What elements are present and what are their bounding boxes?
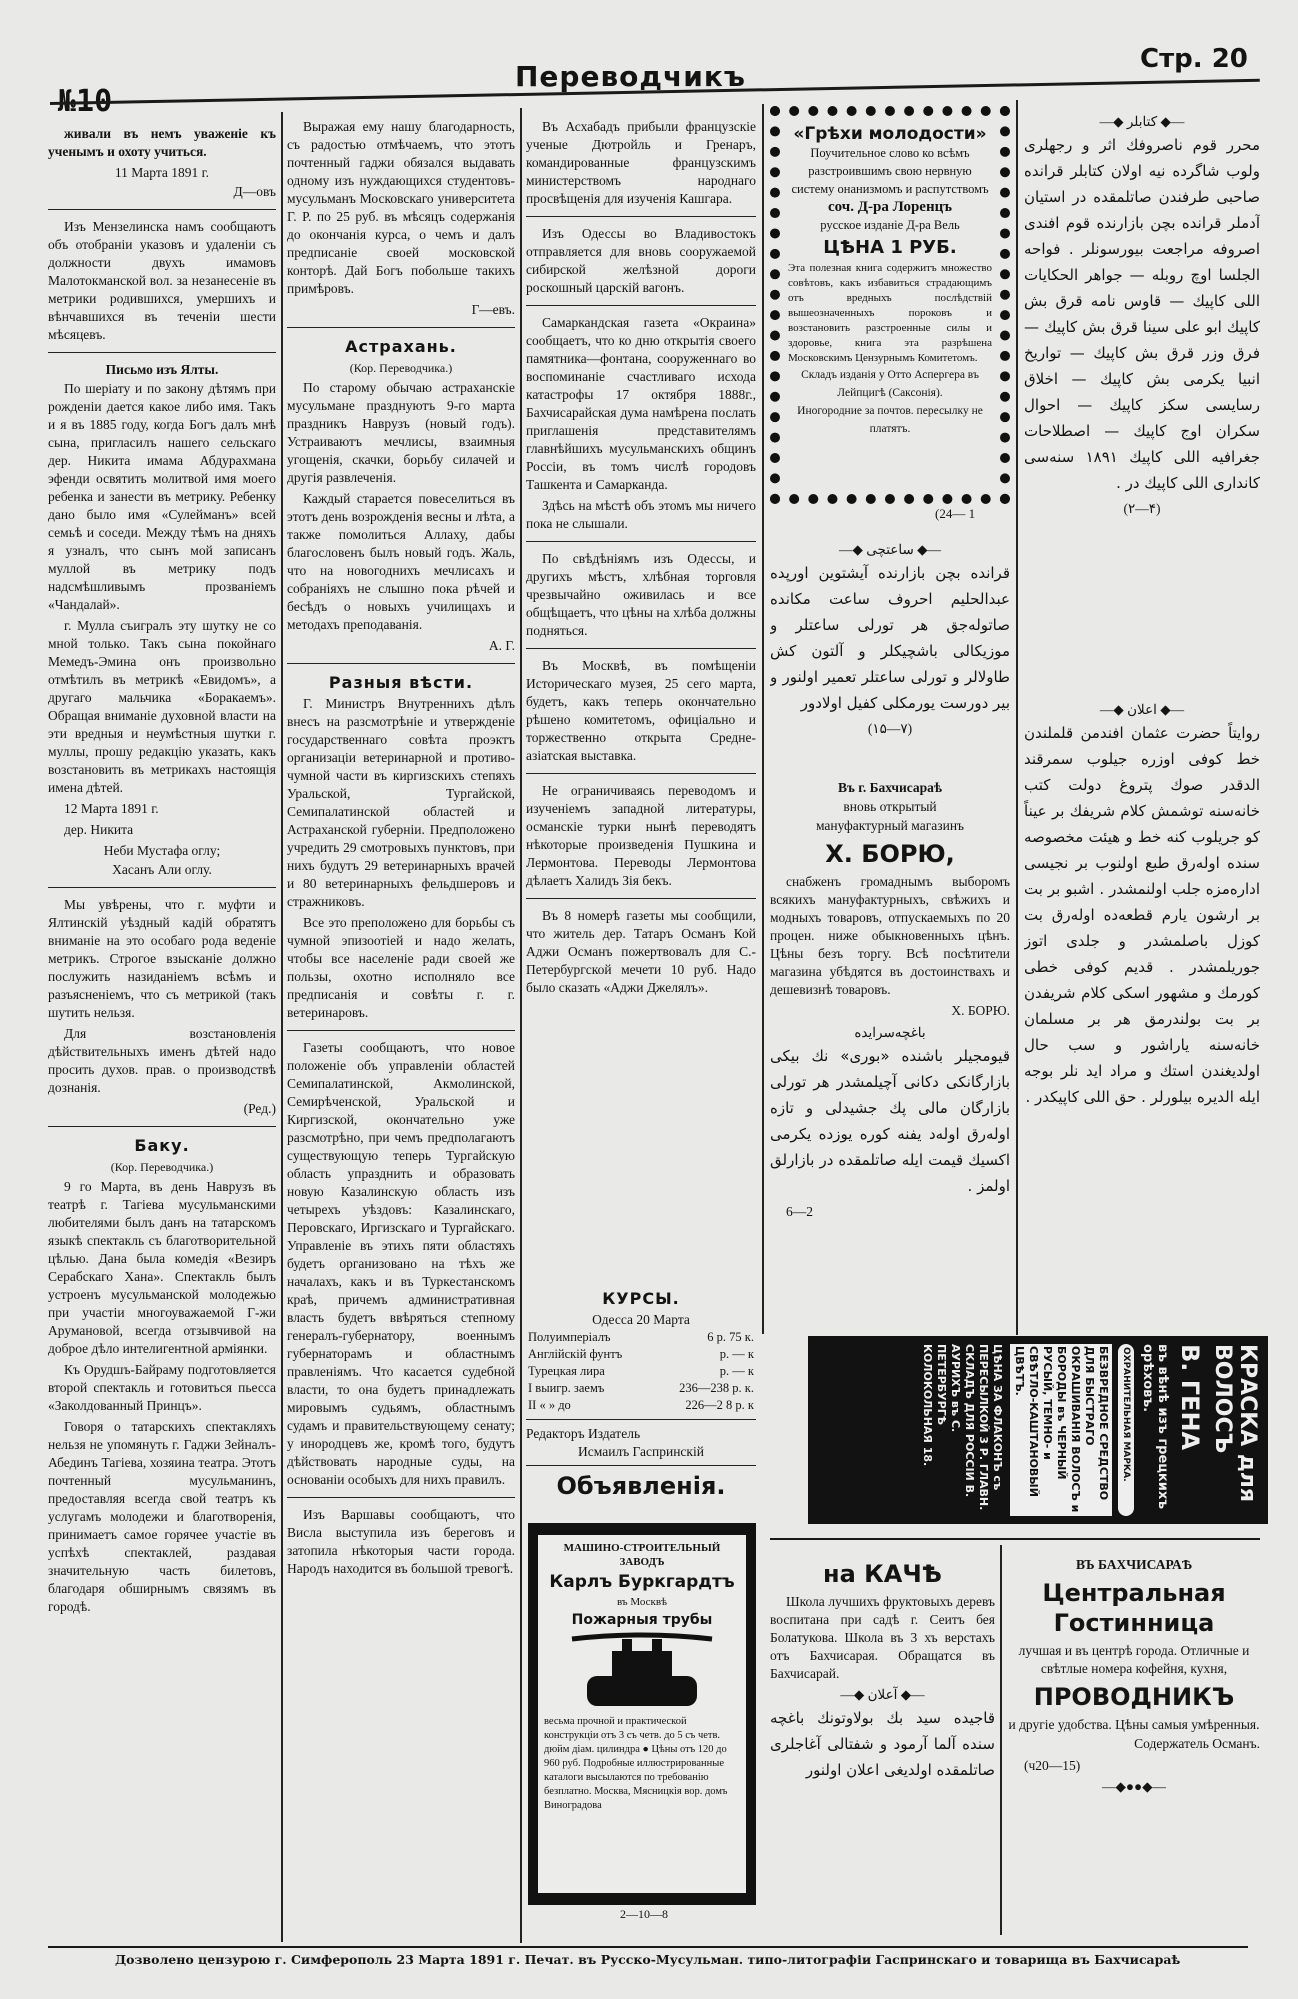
centered-line: باغچه‌سرایده: [854, 1025, 926, 1040]
paragraph: 6—2: [786, 1204, 813, 1219]
divider: [48, 209, 276, 210]
ad-separator: [770, 1538, 1260, 1540]
dye-ad-title-text: КРАСКА для ВОЛОСЪ: [1210, 1344, 1260, 1502]
divider: [287, 1497, 515, 1498]
book-ad-edition: русское изданіе Д-ра Вель: [820, 218, 960, 232]
divider: [48, 352, 276, 353]
divider: [526, 1419, 756, 1420]
display-heading: Центральная Гостинница: [1042, 1579, 1226, 1637]
exchange-rates: [526, 1286, 756, 1520]
column-divider: [281, 112, 283, 1942]
display-heading: ПРОВОДНИКЪ: [1033, 1683, 1235, 1711]
rate-name: Полуимперіалъ: [528, 1330, 611, 1344]
centered-line: Въ г. Бахчисараѣ: [837, 780, 943, 795]
book-ad-body: Эта полезная книга содержитъ множество совѣтовъ, какъ избавиться страдающимъ отъ вредныхъ послѣдствій вышеозначенныхъ пороковъ и возстановить разстроенные силы и здоровье, книга эта разрѣшена Московскимъ Цензурнымъ Комитетомъ.: [788, 262, 992, 364]
display-heading: Объявленія.: [556, 1472, 726, 1500]
centered-line: (۱۵—۷): [867, 721, 913, 736]
rates-row: [526, 1329, 756, 1346]
rates-row: [526, 1397, 756, 1414]
paragraph: Къ Орудшъ-Байраму подготовляется второй спектакль и готовиться пьесса «Заколдованный Принцъ».: [48, 1362, 276, 1413]
page-number: Стр. 20: [1140, 44, 1248, 74]
ottoman-text: محرر قوم ناصروفك اثر و رجهلری ولوب شاگرده نیه اولان کتابلر قرانده صاحبی طرفندن صاتلمقده در استیان آدملر قرانده بچن بازارنده قوم افندی اصروفه مراجعت بیورسونلر . فواحه الجلسا اوچ روبله — جواهر الحکایات اللی کاپیك — قاوس نامه قرق بش کاپیك ابو علی سینا قرق بش کاپیك — فرق وزر قرق بش کاپیك — تواریخ انبیا یکرمی بش کاپیك — اخلاق رسایسی سکز کاپیك — احوال سکران اوج کاپیك — اصطلاحات جغرافیه اللی کاپیك ۱۸۹۱ سنه‌سی کانداری اللی کاپیك در .: [1024, 136, 1260, 492]
paragraph: Самаркандская газета «Окраина» сообщаетъ, что ко дню открытія своего памятника—фонтана, сооруженнаго во воспоминаніе счастливаго исхода катастрофы 17 октября 1888г., Бахчисарайская дума намѣрена послать приглашенія представителямъ главнѣйшихъ мусульманскихъ общинъ Россіи, въ томъ числѣ городовъ Ташкента и Самарканда.: [526, 315, 756, 492]
rate-value: р. — к: [719, 1364, 754, 1378]
signature: Содержатель Османъ.: [1134, 1736, 1260, 1751]
column-1: [48, 125, 276, 1940]
paragraph: Въ Асхабадъ прибыли французскіе ученые Дютройль и Гренаръ, командированные французскимъ министерствомъ народнаго просвѣщенія для изученія Кашгара.: [526, 119, 756, 206]
watchmaker-ad: [770, 540, 1010, 770]
paragraph: 9 го Марта, въ день Наврузъ въ театрѣ г. Тагіева мусульманскими любителями былъ данъ на татарскомъ языкѣ спектакль съ благотворительной цѣлью. Дана была комедія «Везиръ Серабскаго Хана». Спектакль былъ устроенъ мусульманской молодежью при участіи многоуважаемой Г-жи Арумановой, всегда отзывчивой на доброе дѣло интелигентной арміянки.: [48, 1179, 276, 1356]
paragraph: Изъ Варшавы сообщаютъ, что Висла выступила изъ береговъ и затопила нѣкоторыя части города. Народъ находится въ большой тревогѣ.: [287, 1507, 515, 1576]
paragraph: живали въ немъ уваженіе къ ученымъ и охоту учиться.: [48, 126, 276, 159]
centered-line: —◆ کتابلر ◆—: [1099, 114, 1185, 129]
pump-ad-company: Карлъ Буркгардтъ: [549, 1572, 735, 1592]
boryu-store-ad: [770, 778, 1010, 1318]
paragraph: Говоря о татарскихъ спектакляхъ нельзя не упомянуть г. Гаджи Зейналъ-Абединъ Тагіева, хозяина театра. Этотъ почтенный мусульманинъ, предоставляя всегда свой театръ къ услугамъ молодежи и благотворенія, принимаетъ самое горячее участіе въ успѣхѣ спектаклей, раздавая значительную часть билетовъ, благодаря обширнымъ связямъ въ городѣ.: [48, 1419, 276, 1614]
rate-name: Турецкая лира: [528, 1364, 605, 1378]
paragraph: дер. Никита: [64, 822, 134, 837]
centered-line: мануфактурный магазинъ: [815, 818, 965, 833]
centered-line: вновь открытый: [843, 799, 937, 814]
column-2: [287, 118, 515, 1940]
centered-line: и другіе удобства. Цѣны самыя умѣренныя.: [1008, 1717, 1260, 1732]
rate-name: II « » до: [528, 1398, 571, 1412]
rates-table: [526, 1329, 756, 1414]
rates-row: [526, 1380, 756, 1397]
correspondent-note: (Кор. Переводчика.): [349, 361, 453, 375]
ottoman-text: قاجیده سید بك بولاوتونك باغچه سنده آلما آرمود و شفتالی آغاجلری صاتلمقده اولدیغی اعلان اولنور: [770, 1709, 995, 1779]
column-3: [526, 118, 756, 1283]
centered-line: Одесса 20 Марта: [592, 1312, 690, 1327]
centered-line: Письмо изъ Ялты.: [105, 362, 219, 377]
rate-name: I выигр. заемъ: [528, 1381, 605, 1395]
rate-value: 6 р. 75 к.: [707, 1330, 754, 1344]
divider: [48, 887, 276, 888]
column-divider: [520, 108, 522, 1943]
pump-ad-product: Пожарныя трубы: [571, 1612, 713, 1628]
centered-line: Исмаилъ Гаспринскій: [578, 1444, 704, 1459]
centered-line: —◆ ساعتچی ◆—: [838, 542, 942, 557]
paragraph: Г. Министръ Внутреннихъ дѣлъ внесъ на разсмотрѣніе и утвержденіе государственнаго совѣта проэктъ организаціи ветеринарной и противо-чумной части въ киргизскихъ степяхъ Уральской, Тургайской, Семипалатинской областей и Астраханской губерніи. Предположено учредить 29 смотровыхъ пунктовъ, при нихъ будутъ 29 ветеринарныхъ врачей и 80 ветеринарныхъ фельдшеровъ и стражниковъ.: [287, 696, 515, 909]
column-divider: [762, 104, 764, 1334]
centered-line: (۲—۴): [1123, 501, 1161, 516]
book-ad-store: Складъ изданія у Отто Аспергера въ Лейпцигѣ (Саксонія).: [801, 369, 979, 399]
dye-ad-mark: ОХРАНИТЕЛЬНАЯ МАРКА.: [1118, 1344, 1134, 1516]
rate-value: 226—2 8 р. к: [685, 1398, 754, 1412]
paragraph: По шеріату и по закону дѣтямъ при рожденіи дается какое либо имя. Такъ и я въ 1885 году, когда Богъ далъ мнѣ сына, пригласилъ нашего сельскаго дер. Никита имама Абдурахмана эфенди освятить молитвой имя моего ребенка и занести въ метрику. Ребенку дано было имя «Сулейманъ» всей семьѣ и соседи. Между тѣмъ на дняхъ я узналъ, что сынъ мой записанъ муллой въ метрику подъ надсмѣшливымъ прозваніемъ «Чандалай».: [48, 381, 276, 612]
divider: [287, 327, 515, 328]
ottoman-text: روایتاً حضرت عثمان افندمن قلملندن خط کوفی اوزره جیلوب سمرقند الدقدر صوك پتروغ دولت کتب خانه‌سنه توشمش کلام شریفك بر عیناً کو جریلوب کنه خط و هیئت مخصوصه سنده اولەرق طبع اولنوب بر نجیسی ادارەمزه جلب اولنمشدر . اشبو بر بت بر ارشون یارم قطعه‌ده اولەرق بت کوزل باصلمشدر و جلدی اتوز جوریلمشدر . قدیم کوفی خطی کورمك و مشهور اسکی کلام شریفدن بر بت بولندرمق هر بر مسلمان خانه‌سنه یاراشور و سب حال اولدیغندن استك و مراد اید نلر بوجه ایله الدیره بیلورلر . حق اللی کاپیکدر .: [1024, 724, 1260, 1106]
paragraph: Редакторъ Издатель: [526, 1426, 641, 1441]
section-heading: Баку.: [134, 1136, 190, 1155]
column-divider: [1000, 1545, 1002, 1935]
rates-row: [526, 1363, 756, 1380]
pump-ad-factory: МАШИНО-СТРОИТЕЛЬНЫЙ ЗАВОДЪ: [563, 1542, 721, 1568]
divider: [526, 773, 756, 774]
paragraph: Не ограничиваясь переводомъ и изученіемъ западной литературы, османскіе турки нынѣ переводятъ нѣкоторые произведенія Пушкина и Лермонтова. Переводы Лермонтова дѣлаетъ Халидъ Зія бекъ.: [526, 783, 756, 888]
dye-ad-title: [1210, 1344, 1260, 1516]
dye-ad-sub: въ вѣнѣ изъ грецкихъ орѣховъ.: [1140, 1344, 1170, 1509]
issue-number: №10: [58, 84, 113, 119]
kache-nursery-ad: [770, 1555, 995, 1935]
centered-line: —◆●●◆—: [1101, 1779, 1167, 1794]
paragraph: 12 Марта 1891 г.: [64, 801, 159, 816]
dye-ad-description: БЕЗВРЕДНОЕ СРЕДСТВО ДЛЯ БЫСТРАГО ОКРАШИВАНІЯ ВОЛОСЪ и БОРОДЫ въ ЧЕРНЫЙ РУСЫЙ, ТЕМНО- и СВѢТЛО-КАШТАНОВЫЙ ЦВѢТЪ.: [1010, 1344, 1112, 1516]
column-divider: [1016, 100, 1018, 1335]
signature: А. Г.: [488, 638, 515, 653]
book-ad-post: Иногородние за почтов. пересылку не платятъ.: [797, 405, 983, 435]
hotel-ad: [1008, 1555, 1260, 1935]
signature: Х. БОРЮ.: [951, 1003, 1010, 1018]
rates-row: [526, 1346, 756, 1363]
fire-pump-illustration: [567, 1631, 717, 1711]
signature: Г—евъ.: [471, 302, 515, 317]
dye-ad-maker: В. ГЕНА: [1176, 1344, 1204, 1451]
centered-line: лучшая и въ центрѣ города. Отличные и свѣтлые номера кофейня, кухня,: [1018, 1643, 1250, 1676]
section-heading: КУРСЫ.: [602, 1289, 680, 1308]
divider: [526, 305, 756, 306]
centered-line: ВЪ БАХЧИСАРАѢ: [1075, 1557, 1193, 1572]
divider: [526, 216, 756, 217]
signature: (Ред.): [243, 1101, 276, 1116]
display-heading: на КАЧѢ: [823, 1560, 942, 1588]
paragraph: Въ 8 номерѣ газеты мы сообщили, что житель дер. Татаръ Османъ Кой Аджи Османъ пожертвовалъ для С.-Петербургской мечети 10 руб. Надо было сказать «Аджи Джелялъ».: [526, 908, 756, 995]
centered-line: Неби Мустафа оглу;: [103, 843, 221, 858]
book-ad-author: соч. Д-ра Лоренцъ: [828, 199, 952, 215]
divider: [526, 1465, 756, 1466]
footer-imprint: Дозволено цензурою г. Симферополь 23 Марта 1891 г. Печат. въ Русско-Мусульман. типо-литографіи Гаспринскаго и товарища въ Бахчисараѣ: [115, 1952, 1181, 1967]
pump-ad-body: весьма прочной и практической конструкціи отъ 3 съ четв. до 5 съ четв. дюйм діам. цилиндра ● Цѣны отъ 120 до 960 руб. Подробные иллюстрированные каталоги высылаются по требованію безплатно. Москва, Мясницкія вор. домъ Виноградова: [544, 1716, 728, 1811]
display-heading: Х. БОРЮ,: [825, 840, 955, 868]
paragraph: Выражая ему нашу благодарность, съ радостью отмѣчаемъ, что этотъ почтенный гаджи обязался выдавать одному изъ нуждающихся студентовъ-мусульманъ Московскаго университета Г. Р. по 25 руб. въ мѣсяцъ содержанія до окончанія курса, о чемъ и далъ предписаніе своей московской конторѣ. Дай Богъ побольше такихъ примѣровъ.: [287, 119, 515, 296]
paragraph: Газеты сообщаютъ, что новое положеніе объ управленіи областей Семипалатинской, Акмолинской, Семирѣченской, Уральской и Киргизской, окончательно уже разсмотрѣно, при чемъ предполагаютъ существующую теперь Тургайскую область упразднить и образовать новую Казалинскую область изъ четырехъ уѣздовъ: Казалинскаго, Перовскаго, Иргизскаго и Тургайскаго. Управленіе въ этихъ пяти областяхъ будетъ организовано на тѣхъ же началахъ, какъ и въ Туркестанскомъ краѣ, причемъ административная власть будетъ ввѣряться степному генералъ-губернатору, военнымъ губернаторамъ и областнымъ правленіямъ. Что касается судебной власти, то она будетъ принадлежать мировымъ судьямъ, областнымъ судамъ и правительствующему сенату; у инородцевъ же, кромѣ того, будутъ дѣйствовать народные суды, на основаніи особыхъ для нихъ правилъ.: [287, 1040, 515, 1487]
paragraph: Въ Москвѣ, въ помѣщеніи Историческаго музея, 25 сего марта, будетъ, какъ теперь окончательно рѣшено комитетомъ, офиціально и торжественно открыта Средне-азіатская выставка.: [526, 658, 756, 763]
paragraph: Каждый старается повеселиться въ этотъ день возрожденія весны и лѣта, а также помолиться Аллаху, дабы благословенъ былъ новый годъ. Жаль, что на новогоднихъ мечлисахъ и собраніяхъ не слышно пока рѣчей и бесѣдъ о новыхъ училищахъ и методахъ преподаванія.: [287, 491, 515, 632]
paragraph: снабженъ громаднымъ выборомъ всякихъ мануфактурныхъ, свѣжихъ и модныхъ товаровъ, отпускаемыхъ по 20 процен. ниже обыкновенныхъ цѣнъ. Цѣны безъ торгу. Всѣ посѣтители магазина убѣдятся въ достоинствахъ и дешевизнѣ товаровъ.: [770, 874, 1010, 997]
paragraph: Мы увѣрены, что г. муфти и Ялтинскій уѣздный кадій обратятъ вниманіе на это особаго рода веденіе метрикъ. Строгое взысканіе должно послужить назиданіемъ всѣмъ и разъясненіемъ, что съ метрикой (такъ шутить нельзя.: [48, 897, 276, 1020]
column-5-books-ad: [1024, 112, 1260, 662]
correspondent-note: (Кор. Переводчика.): [110, 1160, 214, 1174]
paragraph: (ч20—15): [1024, 1758, 1081, 1773]
paragraph: Здѣсь на мѣстѣ объ этомъ мы ничего пока не слышали.: [526, 498, 756, 531]
column-5-announcement: [1024, 700, 1260, 1310]
centered-line: Хасанъ Али оглу.: [112, 862, 212, 877]
ottoman-text: قرانده بچن بازارنده آیشتوین اورپده عبدالحلیم احروف ساعت مکانده صاتولەجق هر تورلی ساعتلر و موزیکالی باشچیکلر و آلتون کش طاولالر و تورلی ساعتلر تعمیر اولنور و بیر دورست یورمکلی کفیل اولادور: [770, 564, 1010, 712]
ottoman-text: قیومجیلر باشنده «بوری» نك بیکی بازارگانکی دکانی آچیلمشدر هر تورلی بازارگان مالی پك جشیدلی و تازه اولەرق اولەد یفنه کوره یوزده یکرمی اکسیك قیمت ایله صاتلمقده در بازارلق اولمز .: [770, 1047, 1010, 1195]
rate-value: 236—238 р. к.: [679, 1381, 754, 1395]
section-heading: Астрахань.: [345, 337, 457, 356]
centered-line: 11 Марта 1891 г.: [114, 165, 210, 180]
paragraph: г. Мулла съигралъ эту шутку не со мной только. Такъ сына покойнаго Мемедъ-Эмина онъ произвольно отмѣтилъ въ метрикѣ «Евидомъ», а другаго мальчика «Боракаемъ». Обращая вниманіе духовной власти на эти вредныя и неумѣстныя шутки г. муллы, прошу редакцію указать, какъ возстановить въ метрикахъ настоящія имена дѣтей.: [48, 618, 276, 795]
signature: Д—овъ: [233, 184, 276, 199]
pump-ad-code: 2—10—8: [620, 1907, 668, 1921]
book-ad-code: (24— 1: [935, 506, 976, 521]
divider: [287, 663, 515, 664]
masthead-title: Переводчикъ: [515, 60, 746, 93]
dye-ad-price: ЦѢНА ЗА ФЛАКОНЪ съ ПЕРЕСЫЛКОЙ 3 Р. ГЛАВН. СКЛАДЪ ДЛЯ РОССІИ В. АУРИХЪ въ С. ПЕТЕРБУРГѢ КОЛОКОЛЬНАЯ 18.: [921, 1344, 1004, 1511]
divider: [48, 1126, 276, 1127]
book-ad-title: «Грѣхи молодости»: [793, 124, 987, 144]
centered-line: —◆ اعلان ◆—: [1099, 702, 1185, 717]
section-heading: Разныя вѣсти.: [328, 673, 474, 692]
hair-dye-ad: [808, 1336, 1268, 1524]
divider: [526, 648, 756, 649]
paragraph: По старому обычаю астраханскіе мусульмане празднуютъ 9-го марта праздникъ Наврузъ (новый годъ). Устраиваютъ мечлисы, взаимныя угощенія, скачки, борьбу силачей и другія развлеченія.: [287, 380, 515, 485]
centered-line: —◆ آعلان ◆—: [840, 1687, 925, 1702]
footer-rule: [48, 1946, 1248, 1948]
rate-value: р. — к: [719, 1347, 754, 1361]
paragraph: Все это преположено для борьбы съ чумной эпизоотіей и надо желать, чтобы все населеніе ради своей же пользы, охотно исполняло все предписанія и совѣты г. г. ветеринаровъ.: [287, 915, 515, 1020]
divider: [287, 1030, 515, 1031]
divider: [526, 898, 756, 899]
paragraph: Изъ Одессы во Владивостокъ отправляется для вновь сооружаемой сибирской желѣзной дороги роскошный царскій вагонъ.: [526, 226, 756, 295]
book-ad-line: Поучительное слово ко всѣмъ разстроившимъ свою нервную систему онанизмомъ и распутствомъ: [791, 146, 989, 196]
paragraph: Школа лучшихъ фруктовыхъ деревъ воспитана при садѣ г. Сеитъ бея Болатукова. Школа въ 3 хъ верстахъ отъ Бахчисарая. Обращатся въ Бахчисарай.: [770, 1594, 995, 1681]
paragraph: Для возстановленія дѣйствительныхъ именъ дѣтей надо просить духов. прав. о производствѣ дознанія.: [48, 1026, 276, 1095]
rate-name: Англійскій фунтъ: [528, 1347, 623, 1361]
book-ad-price: ЦѢНА 1 РУБ.: [823, 237, 957, 258]
paragraph: По свѣдѣніямъ изъ Одессы, и другихъ мѣстъ, хлѣбная торговля чрезвычайно оживилась и все общѣщаетъ, что цѣны на хлѣба должны подняться.: [526, 551, 756, 638]
fire-pump-ad: [528, 1523, 756, 1905]
paragraph: Изъ Мензелинска намъ сообщаютъ объ отобраніи указовъ и удаленіи съ должности двухъ имамовъ Малотокманской вол. за незанесеніе въ метрики родившихся, умершихъ и вѣнчавшихся въ теченіи шести мѣсяцевъ.: [48, 219, 276, 342]
book-ad: [770, 106, 1010, 504]
pump-ad-city: въ Москвѣ: [616, 1596, 668, 1608]
divider: [526, 541, 756, 542]
